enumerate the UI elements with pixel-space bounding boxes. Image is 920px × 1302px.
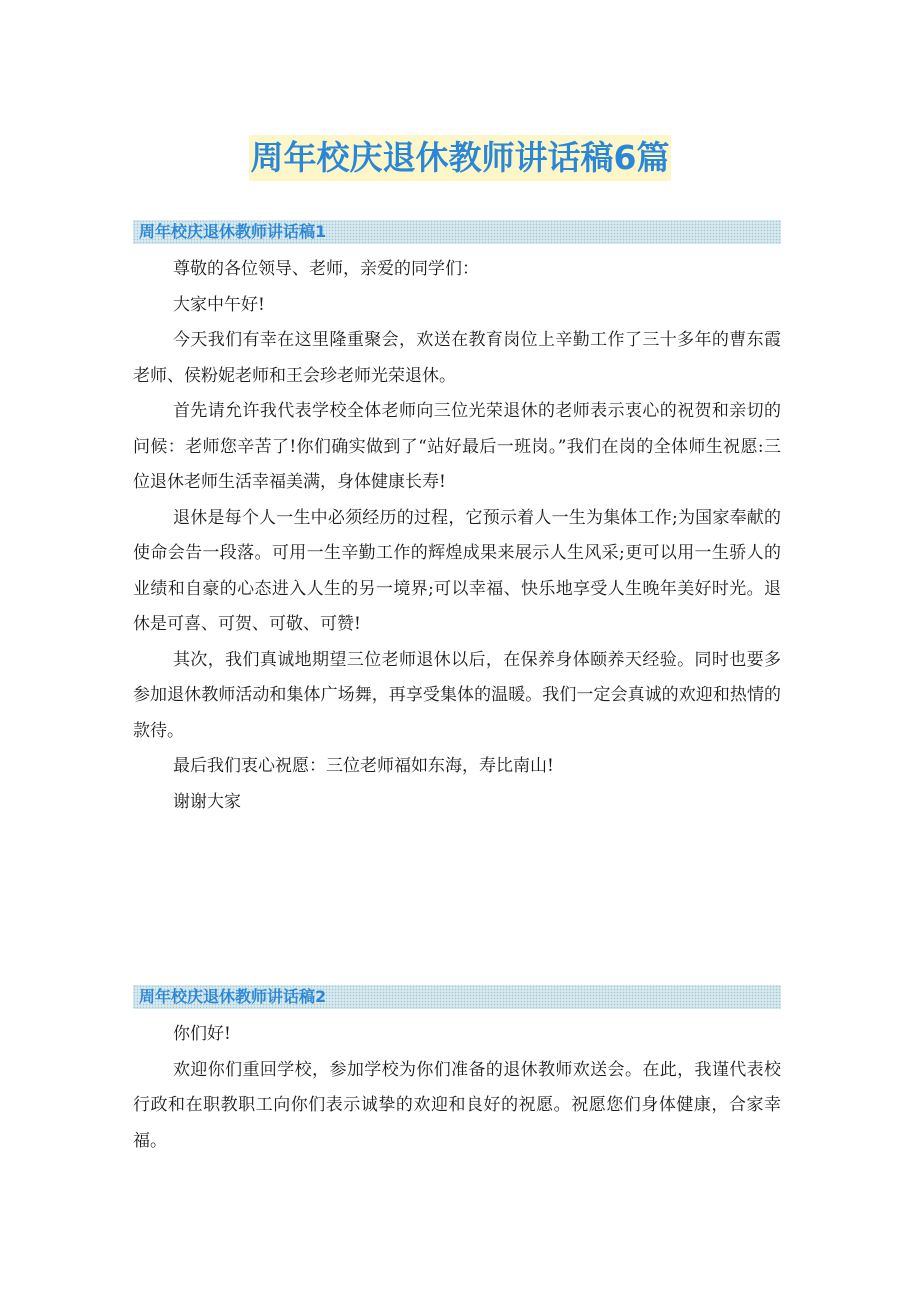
paragraph: 今天我们有幸在这里隆重聚会，欢送在教育岗位上辛勤工作了三十多年的曹东霞老师、侯粉妮老师和王会珍老师光荣退休。 [133, 330, 781, 386]
section-1 [133, 220, 781, 820]
title-container [0, 135, 920, 181]
paragraph: 其次，我们真诚地期望三位老师退休以后，在保养身体颐养天经验。同时也要多参加退休教师活动和集体广场舞，再享受集体的温暖。我们一定会真诚的欢迎和热情的款待。 [133, 649, 781, 741]
paragraph: 大家中午好! [173, 294, 265, 315]
paragraph: 退休是每个人一生中必须经历的过程，它预示着人一生为集体工作;为国家奉献的使命会告一段落。可用一生辛勤工作的辉煌成果来展示人生风采;更可以用一生骄人的业绩和自豪的心态进入人生的另一境界;可以幸福、快乐地享受人生晚年美好时光。退休是可喜、可贺、可敬、可赞! [133, 507, 781, 634]
paragraph: 最后我们衷心祝愿：三位老师福如东海，寿比南山! [173, 756, 554, 776]
document-title: 周年校庆退休教师讲话稿6篇 [249, 135, 672, 181]
paragraph: 首先请允许我代表学校全体老师向三位光荣退休的老师表示衷心的祝贺和亲切的问候：老师您辛苦了!你们确实做到了“站好最后一班岗。”我们在岗的全体师生祝愿:三位退休老师生活幸福美满，身体健康长寿! [133, 401, 781, 492]
section-heading: 周年校庆退休教师讲话稿1 [133, 220, 781, 244]
paragraph: 尊敬的各位领导、老师，亲爱的同学们： [173, 259, 479, 279]
section-2 [133, 985, 781, 1159]
section-heading: 周年校庆退休教师讲话稿2 [133, 985, 781, 1009]
paragraph: 谢谢大家 [173, 791, 241, 812]
paragraph: 你们好! [173, 1024, 231, 1044]
paragraph: 欢迎你们重回学校，参加学校为你们准备的退休教师欢送会。在此，我谨代表校行政和在职教职工向你们表示诚挚的欢迎和良好的祝愿。祝愿您们身体健康，合家幸福。 [133, 1059, 781, 1151]
